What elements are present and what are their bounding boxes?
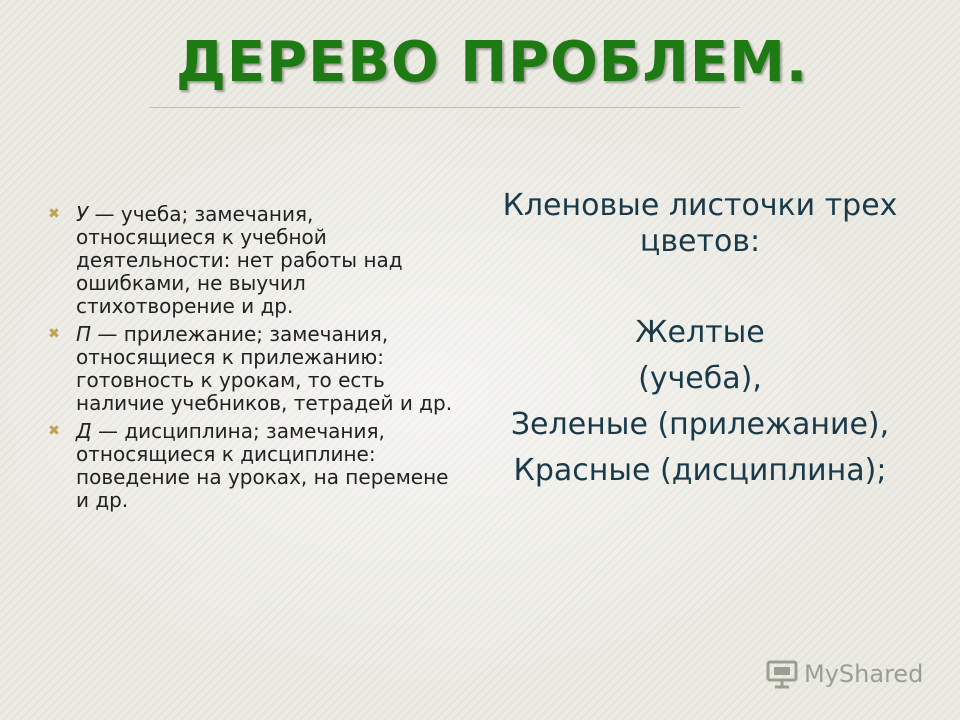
brand-logo <box>766 654 923 694</box>
bullet-item-prilezhanie <box>46 323 456 415</box>
bullet-list <box>46 203 456 517</box>
bullet-abbr: У <box>76 202 89 226</box>
right-text-panel <box>480 188 920 494</box>
bullet-text: — дисциплина; замечания, относящиеся к дисциплине: поведение на уроках, на перемене и др. <box>76 419 449 512</box>
right-line-ucheba: (учеба), <box>638 361 762 396</box>
right-line-green: Зеленые (прилежание), <box>510 407 890 442</box>
bullet-item-disciplina <box>46 420 456 512</box>
right-lines <box>480 310 920 494</box>
title-underline <box>150 107 740 108</box>
presentation-screen-icon <box>766 659 798 689</box>
right-line-yellow: Желтые <box>635 315 765 350</box>
right-line-red: Красные (дисциплина); <box>513 453 887 488</box>
x-mark-icon: ✖ <box>48 423 60 439</box>
brand-name: MyShared <box>804 660 924 688</box>
x-mark-icon: ✖ <box>48 206 60 222</box>
bullet-text: — прилежание; замечания, относящиеся к прилежанию: готовность к урокам, то есть наличие учебников, тетрадей и др. <box>76 322 453 415</box>
slide-title: ДЕРЕВО ПРОБЛЕМ. <box>176 30 809 95</box>
bullet-abbr: П <box>76 322 92 346</box>
x-mark-icon: ✖ <box>48 326 60 342</box>
bullet-abbr: Д <box>76 419 92 443</box>
bullet-item-ucheba <box>46 203 456 318</box>
right-heading: Кленовые листочки трех цветов: <box>502 188 898 259</box>
bullet-text: — учеба; замечания, относящиеся к учебной деятельности: нет работы над ошибками, не выучил стихотворение и др. <box>76 202 403 318</box>
